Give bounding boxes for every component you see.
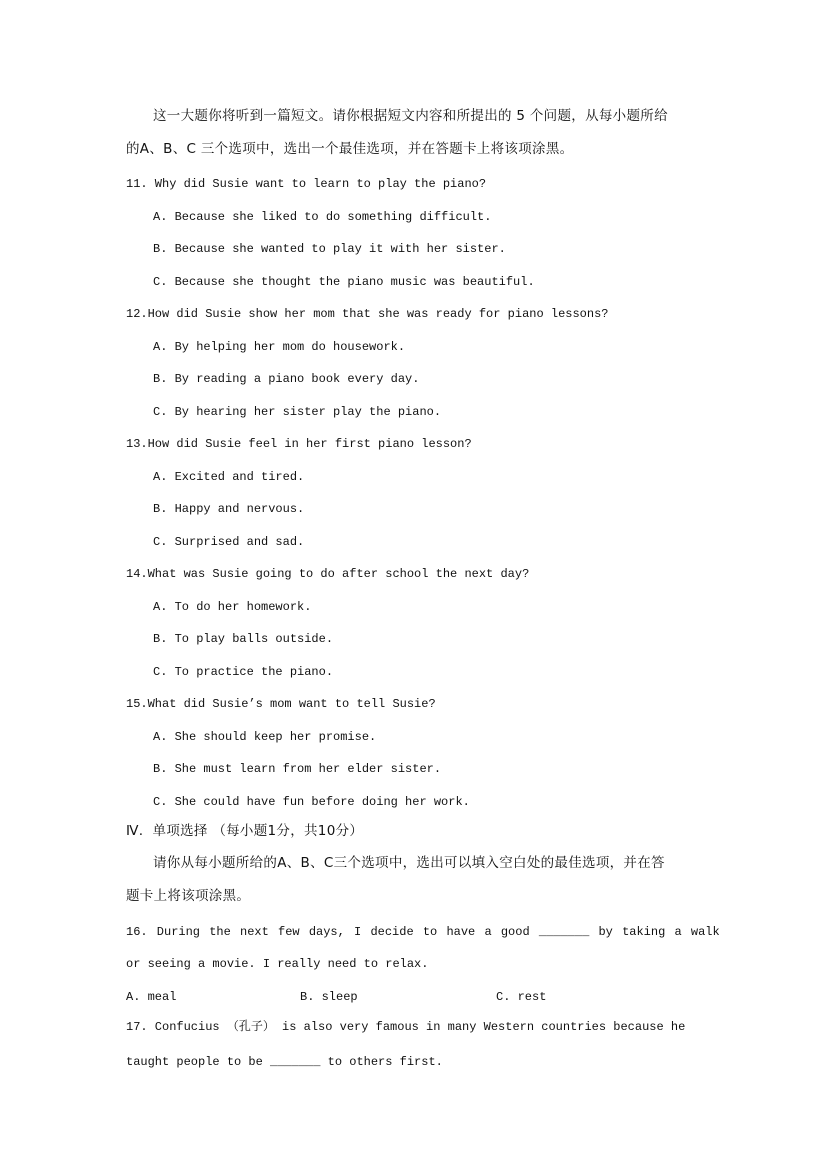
question-stem: 11. Why did Susie want to learn to play the piano?: [126, 177, 487, 191]
option: B. She must learn from her elder sister.: [153, 762, 442, 776]
question-stem: 16. During the next few days, I decide to have a good _______ by taking a walk: [126, 925, 720, 939]
option: A. She should keep her promise.: [153, 730, 377, 744]
question-stem: 17. Confucius （孔子） is also very famous in many Western countries because he: [126, 1020, 686, 1034]
question-stem: 15.What did Susie’s mom want to tell Susie?: [126, 697, 436, 711]
section-intro-line: 题卡上将该项涂黑。: [126, 888, 251, 904]
question-stem: 14.What was Susie going to do after school the next day?: [126, 567, 530, 581]
section-heading: Ⅳ. 单项选择 （每小题1分，共10分）: [126, 823, 364, 839]
option: B. Because she wanted to play it with her sister.: [153, 242, 506, 256]
question-stem: 12.How did Susie show her mom that she was ready for piano lessons?: [126, 307, 609, 321]
question-stem: 13.How did Susie feel in her first piano lesson?: [126, 437, 472, 451]
question-stem: taught people to be _______ to others first.: [126, 1055, 443, 1069]
option: A. meal: [126, 990, 177, 1004]
option: C. rest: [496, 990, 547, 1004]
option: C. To practice the piano.: [153, 665, 334, 679]
section-intro-line: 请你从每小题所给的A、B、C三个选项中，选出可以填入空白处的最佳选项，并在答: [153, 855, 665, 871]
option: B. sleep: [300, 990, 358, 1004]
option: B. Happy and nervous.: [153, 502, 305, 516]
option: C. Surprised and sad.: [153, 535, 305, 549]
option: A. Excited and tired.: [153, 470, 305, 484]
option: B. To play balls outside.: [153, 632, 334, 646]
option: C. Because she thought the piano music was beautiful.: [153, 275, 535, 289]
option: B. By reading a piano book every day.: [153, 372, 420, 386]
option: A. Because she liked to do something difficult.: [153, 210, 492, 224]
question-stem: or seeing a movie. I really need to relax.: [126, 957, 429, 971]
option: C. She could have fun before doing her work.: [153, 795, 470, 809]
option: A. To do her homework.: [153, 600, 312, 614]
option: C. By hearing her sister play the piano.: [153, 405, 442, 419]
intro-line: 这一大题你将听到一篇短文。请你根据短文内容和所提出的 5 个问题，从每小题所给: [153, 108, 668, 124]
intro-line: 的A、B、C 三个选项中，选出一个最佳选项，并在答题卡上将该项涂黑。: [126, 141, 574, 157]
option: A. By helping her mom do housework.: [153, 340, 406, 354]
